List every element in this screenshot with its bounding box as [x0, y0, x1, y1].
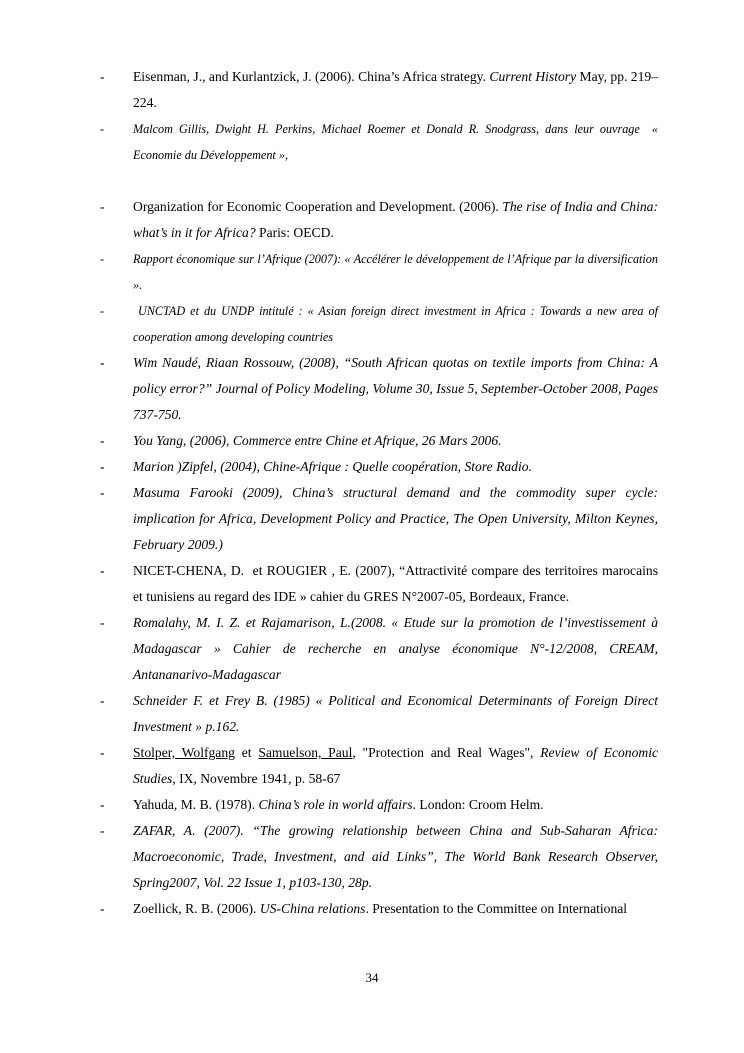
reference-text: [133, 610, 658, 688]
text-segment: UNCTAD et du UNDP intitulé : « Asian foreign direct investment in Africa : Towards a new area of cooperation among developing countries: [133, 304, 658, 344]
text-segment: et: [234, 745, 259, 760]
reference-text: [133, 792, 658, 818]
bullet-dash: -: [100, 485, 105, 500]
reference-text: [133, 428, 658, 454]
bullet-dash: -: [100, 459, 105, 474]
text-segment: Wim Naudé, Riaan Rossouw, (2008), “South African quotas on textile imports from China: A policy error?” Journal of Policy Modeling, Volume 30, Issue 5, September-October 2008, Pages 737-750.: [133, 355, 658, 422]
bullet-dash: -: [100, 797, 105, 812]
bullet-dash: -: [100, 433, 105, 448]
text-segment: Marion )Zipfel, (2004), Chine-Afrique : Quelle coopération, Store Radio.: [133, 459, 532, 474]
reference-item: [100, 350, 658, 428]
bullet-dash: -: [100, 355, 105, 370]
text-segment: Malcom Gillis, Dwight H. Perkins, Michael Roemer et Donald R. Snodgrass, dans leur ouvrage « Economie du Développement »,: [133, 122, 658, 162]
reference-item: [100, 246, 658, 298]
text-segment: , "Protection and Real Wages",: [352, 745, 541, 760]
reference-item: [100, 298, 658, 350]
reference-item: [100, 116, 658, 168]
bullet-dash: -: [100, 199, 105, 214]
reference-item: [100, 740, 658, 792]
reference-item: [100, 454, 658, 480]
text-segment: Stolper, Wolfgang: [133, 745, 235, 760]
text-segment: NICET-CHENA, D. et ROUGIER , E. (2007), “Attractivité compare des territoires marocains et tunisiens au regard des IDE » cahier du GRES N°2007-05, Bordeaux, France.: [133, 563, 658, 604]
reference-item: [100, 480, 658, 558]
bullet-dash: -: [100, 901, 105, 916]
text-segment: US-China relations: [259, 901, 366, 916]
text-segment: China’s role in world affairs: [258, 797, 413, 812]
text-segment: Zoellick, R. B. (2006).: [133, 901, 260, 916]
reference-text: [133, 688, 658, 740]
text-segment: May, pp. 219–224.: [133, 69, 658, 110]
reference-text: [133, 454, 658, 480]
reference-text: [133, 246, 658, 298]
reference-item: [100, 428, 658, 454]
reference-text: [133, 64, 658, 116]
text-segment: Schneider F. et Frey B. (1985) « Political and Economical Determinants of Foreign Direct Investment » p.162.: [133, 693, 658, 734]
bullet-dash: -: [100, 252, 105, 266]
text-segment: . Presentation to the Committee on International: [365, 901, 628, 916]
text-segment: Paris: OECD.: [259, 225, 334, 240]
text-segment: , IX, Novembre 1941, p. 58-67: [172, 771, 341, 786]
reference-text: [133, 896, 658, 922]
bullet-dash: -: [100, 693, 105, 708]
reference-text: [133, 350, 658, 428]
text-segment: Current History: [489, 69, 577, 84]
reference-text: [133, 480, 658, 558]
bullet-dash: -: [100, 745, 105, 760]
text-segment: Samuelson, Paul: [258, 745, 353, 760]
page-number: 34: [365, 970, 379, 985]
bullet-dash: -: [100, 304, 105, 318]
text-segment: Romalahy, M. I. Z. et Rajamarison, L.(2008. « Etude sur la promotion de l’investissement à Madagascar » Cahier de recherche en analyse économique N°-12/2008, CREAM, Antananarivo-Madagascar: [133, 615, 658, 682]
reference-text: [133, 116, 658, 168]
reference-item: [100, 792, 658, 818]
reference-text: [133, 558, 658, 610]
text-segment: Review of Economic Studies: [133, 745, 659, 786]
bullet-dash: -: [100, 615, 105, 630]
text-segment: The rise of India and China: what’s in it for Africa?: [133, 199, 658, 240]
text-segment: Rapport économique sur l’Afrique (2007): « Accélérer le développement de l’Afrique par la diversification ».: [133, 252, 658, 292]
text-segment: Eisenman, J., and Kurlantzick, J. (2006). China’s Africa strategy.: [133, 69, 490, 84]
reference-item: [100, 896, 658, 922]
text-segment: Organization for Economic Cooperation and Development. (2006).: [133, 199, 503, 214]
reference-item: [100, 64, 658, 116]
reference-text: [133, 818, 658, 896]
bullet-dash: -: [100, 69, 105, 84]
bullet-dash: -: [100, 563, 105, 578]
reference-text: [133, 740, 658, 792]
text-segment: ZAFAR, A. (2007). “The growing relationship between China and Sub-Saharan Africa: Macroeconomic, Trade, Investment, and aid Links”, The World Bank Research Observer, Spring2007, Vol. 22 Issue 1, p103-130, 28p.: [133, 823, 658, 890]
bullet-dash: -: [100, 823, 105, 838]
text-segment: . London: Croom Helm.: [412, 797, 544, 812]
reference-item: [100, 818, 658, 896]
reference-item: [100, 194, 658, 246]
reference-item: [100, 688, 658, 740]
reference-text: [133, 194, 658, 246]
text-segment: You Yang, (2006), Commerce entre Chine et Afrique, 26 Mars 2006.: [133, 433, 502, 448]
text-segment: Masuma Farooki (2009), China’s structural demand and the commodity super cycle: implication for Africa, Development Policy and Practice, The Open University, Milton Keynes, February 2009.): [133, 485, 658, 552]
reference-text: [133, 298, 658, 350]
reference-item: [100, 558, 658, 610]
text-segment: Yahuda, M. B. (1978).: [133, 797, 259, 812]
reference-item: [100, 610, 658, 688]
references-list: [100, 64, 658, 922]
bullet-dash: -: [100, 122, 105, 136]
